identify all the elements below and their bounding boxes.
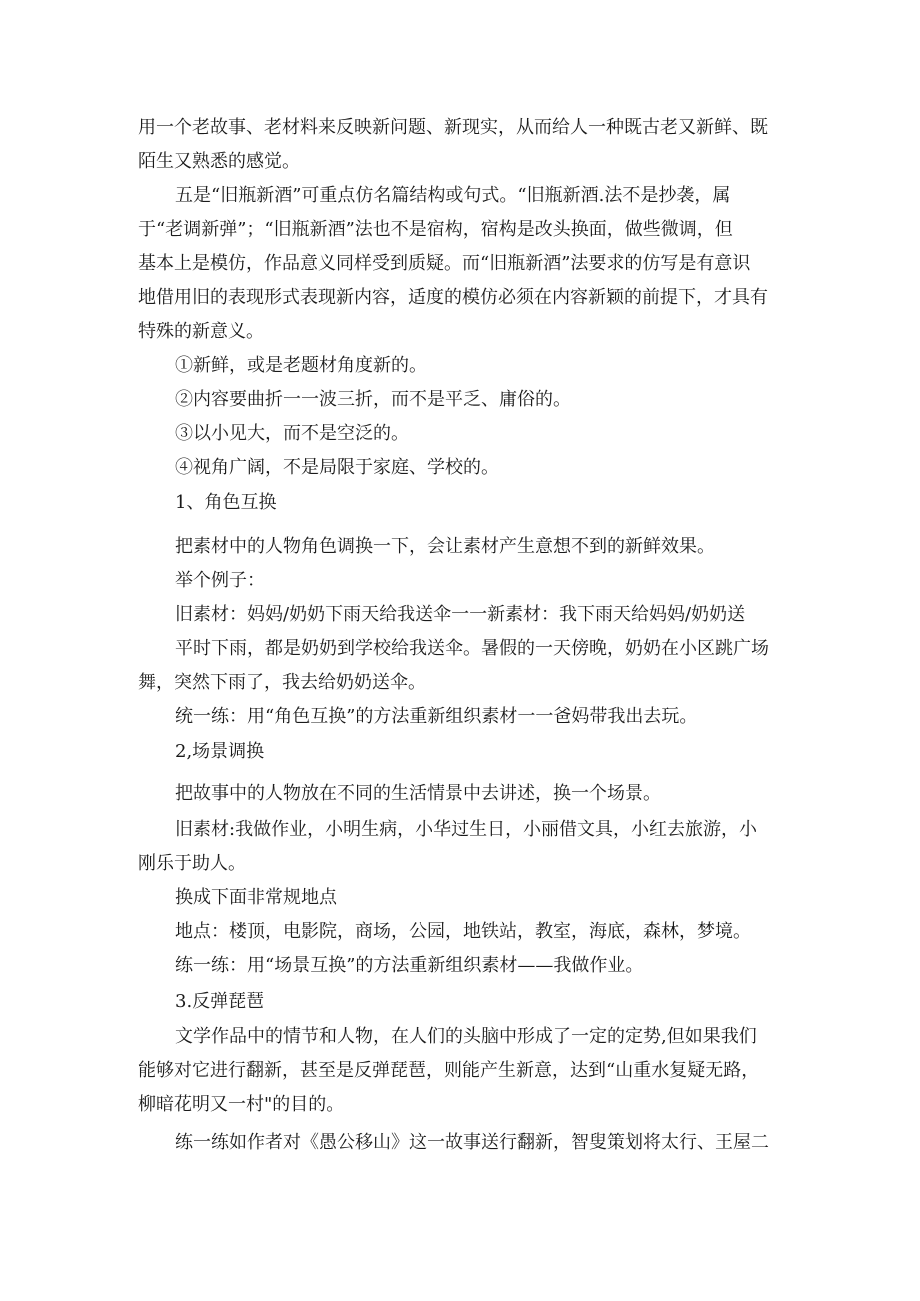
text-line: 统一练：用“角色互换”的方法重新组织素材一一爸妈带我出去玩。 — [175, 706, 698, 727]
text-line: 能够对它进行翻新，甚至是反弹琵琶，则能产生新意，达到“山重水复疑无路， — [138, 1060, 760, 1081]
text-line: 舞，突然下雨了，我去给奶奶送伞。 — [138, 672, 426, 693]
text-line: 举个例子： — [175, 570, 265, 591]
text-line: 练一练如作者对《愚公移山》这一故事送行翻新，智叟策划将太行、王屋二 — [175, 1132, 769, 1153]
text-line: 换成下面非常规地点 — [175, 887, 337, 908]
list-item: ①新鲜，或是老题材角度新的。 — [175, 355, 427, 376]
text-line: 柳暗花明又一村"的目的。 — [138, 1094, 345, 1115]
section-heading: 3.反弹琵琶 — [175, 991, 265, 1012]
list-item: ②内容要曲折一一波三折，而不是平乏、庸俗的。 — [175, 389, 571, 410]
text-line: 把故事中的人物放在不同的生活情景中去讲述，换一个场景。 — [175, 783, 661, 804]
text-line: 用一个老故事、老材料来反映新问题、新现实，从而给人一种既古老又新鲜、既 — [138, 117, 768, 138]
text-line: 旧素材：妈妈/奶奶下雨天给我送伞一一新素材：我下雨天给妈妈/奶奶送 — [175, 604, 746, 625]
section-heading: 2,场景调换 — [175, 741, 265, 762]
text-line: 地点：楼顶，电影院，商场，公园，地铁站，教室，海底，森林，梦境。 — [175, 921, 751, 942]
text-line: 地借用旧的表现形式表现新内容，适度的模仿必须在内容新颖的前提下，才具有 — [138, 287, 768, 308]
text-line: 文学作品中的情节和人物，在人们的头脑中形成了一定的定势,但如果我们 — [175, 1026, 757, 1047]
text-line: 基本上是模仿，作品意义同样受到质疑。而“旧瓶新酒”法要求的仿写是有意识 — [138, 253, 751, 274]
text-line: 于“老调新弹”；“旧瓶新酒”法也不是宿构，宿构是改头换面，做些微调，但 — [138, 219, 733, 240]
text-line: 五是“旧瓶新酒”可重点仿名篇结构或句式。“旧瓶新酒.法不是抄袭，属 — [175, 185, 731, 206]
text-line: 陌生又熟悉的感觉。 — [138, 151, 300, 172]
section-heading: 1、角色互换 — [175, 492, 277, 513]
text-line: 旧素材:我做作业，小明生病，小华过生日，小丽借文具，小红去旅游，小 — [175, 819, 758, 840]
text-line: 练一练：用“场景互换”的方法重新组织素材——我做作业。 — [175, 955, 644, 976]
list-item: ③以小见大，而不是空泛的。 — [175, 423, 409, 444]
text-line: 特殊的新意义。 — [138, 321, 264, 342]
list-item: ④视角广阔，不是局限于家庭、学校的。 — [175, 457, 499, 478]
text-line: 刚乐于助人。 — [138, 853, 246, 874]
text-line: 平时下雨，都是奶奶到学校给我送伞。暑假的一天傍晚，奶奶在小区跳广场 — [175, 638, 769, 659]
text-line: 把素材中的人物角色调换一下，会让素材产生意想不到的新鲜效果。 — [175, 536, 715, 557]
